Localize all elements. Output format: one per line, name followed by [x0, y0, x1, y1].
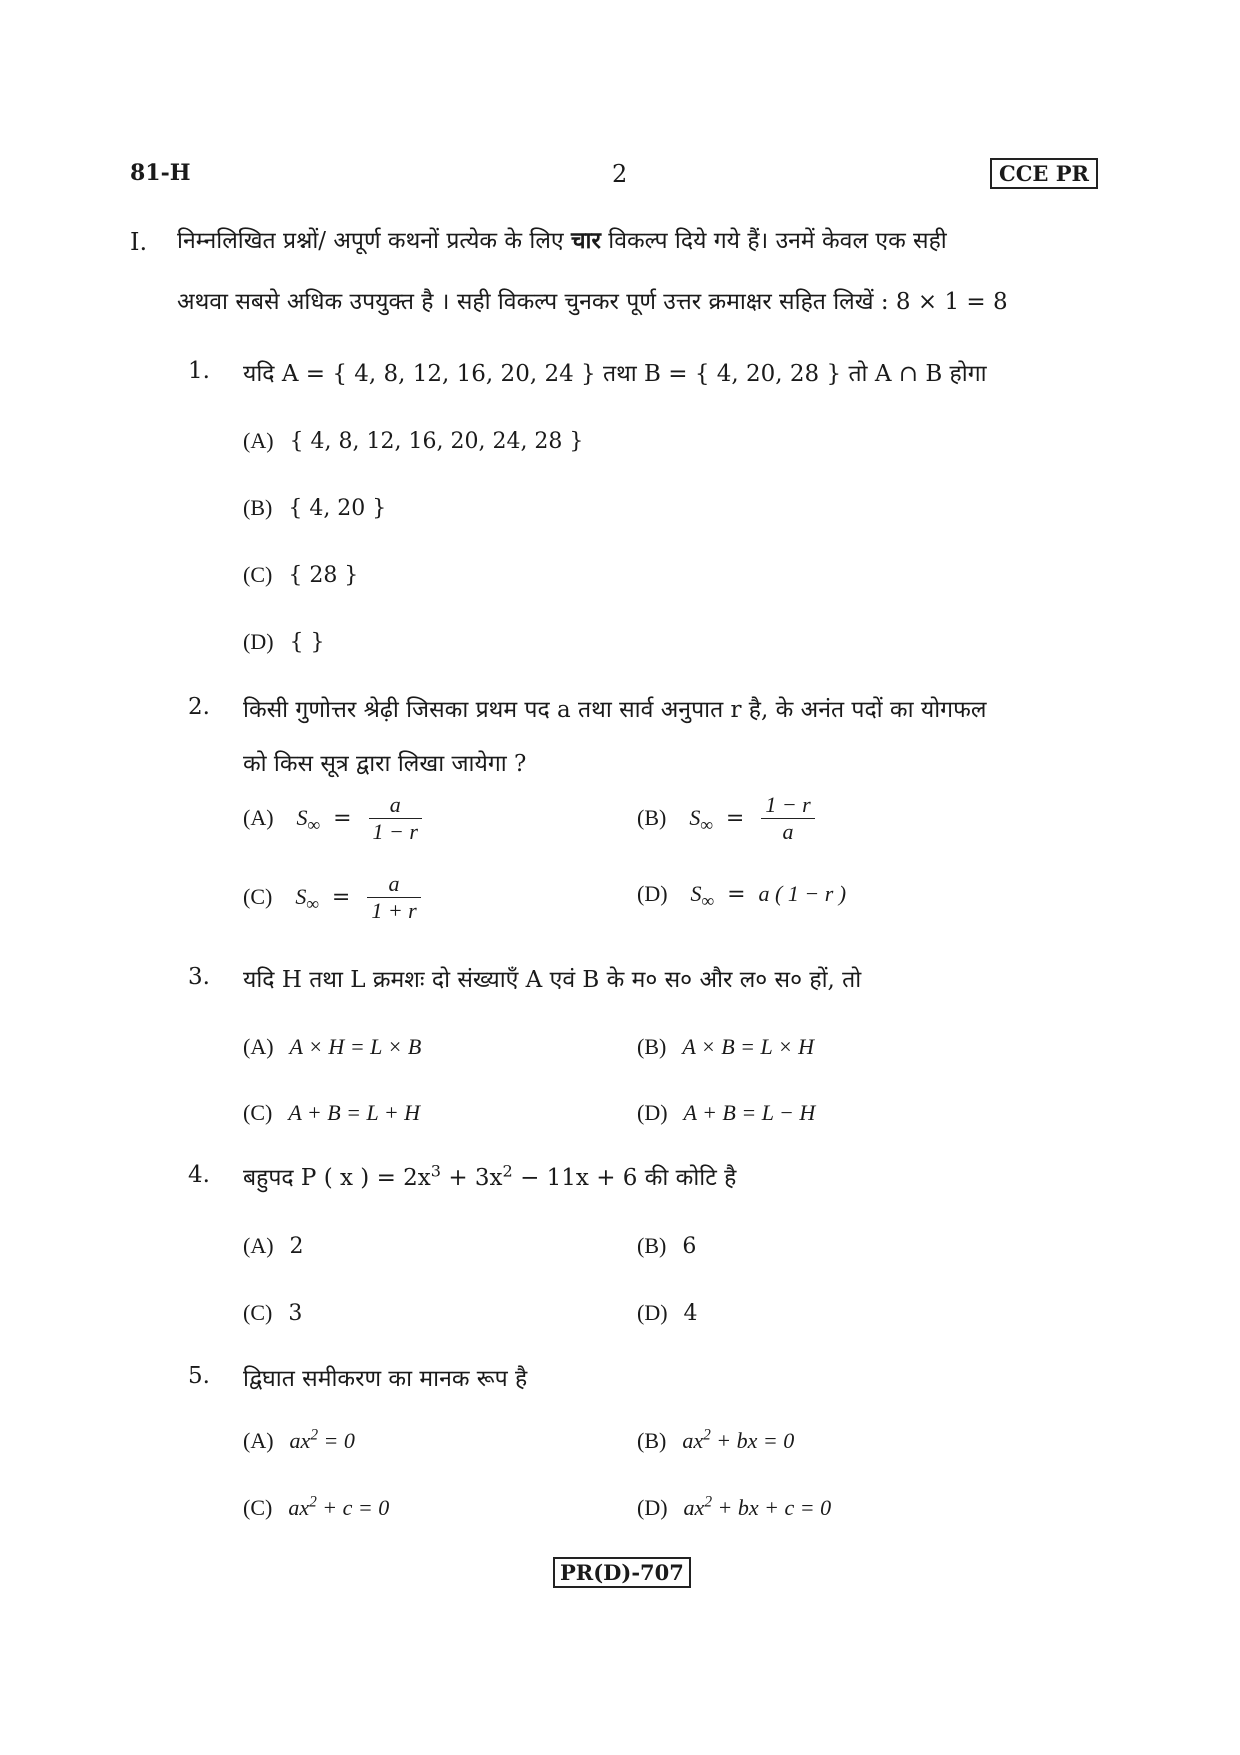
option-1c [243, 562, 358, 588]
option-text: 6 [682, 1234, 697, 1259]
option-label: (B) [637, 1034, 667, 1059]
option-label: (C) [243, 1300, 273, 1325]
option-5b [637, 1427, 794, 1454]
option-label: (D) [637, 1495, 668, 1521]
option-label: (B) [243, 495, 273, 520]
option-3a [243, 1034, 421, 1060]
option-text: A × H = L × B [289, 1034, 422, 1059]
option-1d [243, 629, 325, 655]
option-2b [637, 792, 819, 845]
fraction: $\frac{a}{1 - r}$ [369, 792, 422, 845]
option-label: (A) [243, 1233, 274, 1258]
option-label: (D) [637, 881, 668, 906]
instruction-bold: चार [570, 227, 601, 254]
option-label: (A) [243, 1034, 274, 1059]
option-text: { 28 } [288, 563, 359, 588]
question-text-line-2: को किस सूत्र द्वारा लिखा जायेगा ? [243, 751, 527, 777]
option-label: (B) [637, 1428, 667, 1454]
equals-sign: = [331, 884, 351, 910]
question-number: 5. [188, 1363, 210, 1389]
page-number: 2 [612, 160, 628, 188]
question-number: 3. [188, 964, 210, 990]
option-text: { 4, 20 } [288, 496, 387, 521]
option-label: (A) [243, 1428, 274, 1454]
option-text: $ax^2$ + bx = 0 [682, 1427, 795, 1454]
option-label: (C) [243, 1100, 273, 1125]
option-1b [243, 495, 386, 521]
option-text: 4 [683, 1301, 698, 1326]
sum-symbol: $S_\infty$ [689, 804, 713, 834]
section-number: I. [130, 228, 148, 256]
sum-symbol: $S_\infty$ [690, 881, 715, 911]
question-number: 2. [188, 694, 210, 720]
option-4d [637, 1300, 698, 1326]
equals-sign: = [727, 882, 746, 907]
question-text: यदि H तथा L क्रमशः दो संख्याएँ A एवं B के म० स० और ल० स० हों, तो [243, 967, 862, 993]
question-number: 1. [188, 358, 210, 384]
option-text: a ( 1 − r ) [758, 881, 847, 906]
instruction-text-b: विकल्प दिये गये हैं। उनमें केवल एक सही [608, 228, 947, 254]
option-label: (A) [243, 428, 274, 453]
option-label: (C) [243, 883, 273, 909]
option-5a [243, 1427, 355, 1454]
option-label: (A) [243, 804, 274, 830]
option-label: (C) [243, 562, 273, 587]
question-text: यदि A = { 4, 8, 12, 16, 20, 24 } तथा B = { 4, 20, 28 } तो A ∩ B होगा [243, 361, 987, 387]
option-3d [637, 1100, 815, 1126]
option-text: { 4, 8, 12, 16, 20, 24, 28 } [289, 429, 584, 454]
option-2a [243, 792, 426, 845]
option-label: (B) [637, 804, 667, 830]
sum-symbol: $S_\infty$ [296, 804, 321, 834]
option-text: A + B = L + H [288, 1100, 421, 1125]
option-text: $ax^2 + c = 0$ [288, 1494, 390, 1521]
equals-sign: = [725, 805, 745, 831]
instruction-text-a: निम्नलिखित प्रश्नों/ अपूर्ण कथनों प्रत्येक के लिए [177, 228, 564, 254]
option-2d [637, 881, 846, 911]
option-text: A × B = L × H [682, 1034, 815, 1059]
question-text-line-1: किसी गुणोत्तर श्रेढ़ी जिसका प्रथम पद a तथा सार्व अनुपात r है, के अनंत पदों का योगफल [243, 697, 987, 723]
option-label: (D) [243, 629, 274, 654]
option-label: (B) [637, 1233, 667, 1258]
option-text: 3 [288, 1301, 303, 1326]
option-1a [243, 428, 583, 454]
fraction: $\frac{a}{1 + r}$ [367, 871, 420, 924]
equals-sign: = [333, 805, 352, 831]
option-text: { } [289, 630, 325, 655]
question-text: द्विघात समीकरण का मानक रूप है [243, 1366, 528, 1392]
option-label: (D) [637, 1100, 668, 1125]
paper-code: 81-H [130, 160, 191, 186]
sum-symbol: $S_\infty$ [295, 883, 319, 913]
option-3c [243, 1100, 420, 1126]
option-2c [243, 871, 425, 924]
paper-type-box: CCE PR [990, 158, 1098, 189]
option-label: (D) [637, 1300, 668, 1325]
option-text: $ax^2 = 0$ [289, 1427, 355, 1454]
option-4a [243, 1233, 304, 1259]
option-4b [637, 1233, 696, 1259]
footer-code: PR(D)-707 [553, 1557, 691, 1588]
option-text: 2 [289, 1234, 304, 1259]
option-5c [243, 1494, 389, 1521]
fraction: $\frac{1 - r}{a}$ [761, 792, 814, 845]
question-number: 4. [188, 1162, 210, 1188]
instruction-line-2: अथवा सबसे अधिक उपयुक्त है । सही विकल्प चुनकर पूर्ण उत्तर क्रमाक्षर सहित लिखें : 8 × 1 = 8 [177, 289, 1008, 315]
instruction-line-1 [177, 226, 1112, 257]
option-label: (C) [243, 1495, 273, 1521]
question-text: बहुपद P ( x ) = $2x^3 + 3x^2 - 11x + 6$ की कोटि है [243, 1161, 737, 1191]
option-text: $ax^2$ + bx + c = 0 [683, 1494, 832, 1521]
option-4c [243, 1300, 302, 1326]
option-text: A + B = L − H [683, 1100, 816, 1125]
option-5d [637, 1494, 831, 1521]
option-3b [637, 1034, 814, 1060]
